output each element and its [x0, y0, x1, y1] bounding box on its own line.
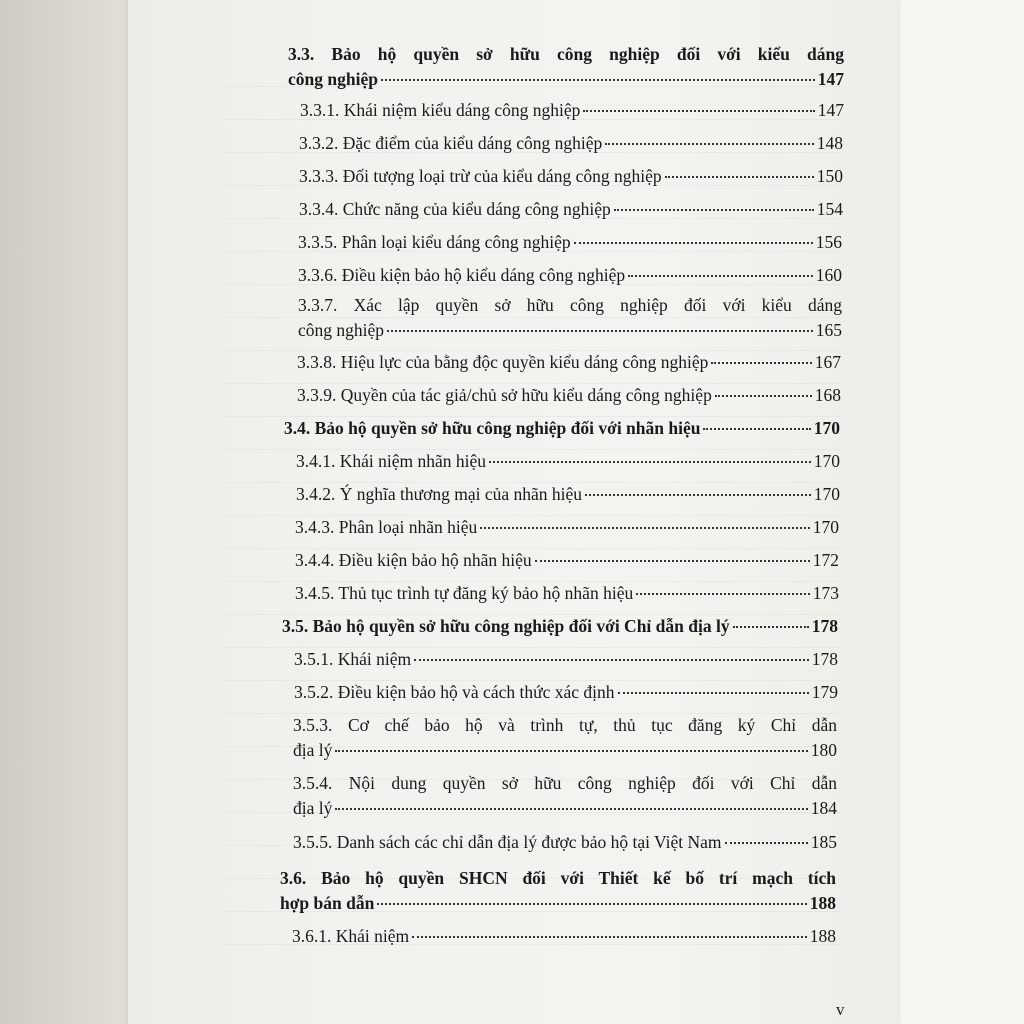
- toc-entry[interactable]: [295, 550, 839, 570]
- toc-entry-title-line: 3.6. Bảo hộ quyền SHCN đối với Thiết kế bố trí mạch tích: [280, 868, 836, 888]
- dot-leader: [725, 842, 808, 844]
- dot-leader: [414, 659, 809, 661]
- dot-leader: [733, 626, 809, 628]
- toc-entry[interactable]: [299, 166, 843, 186]
- toc-entry-title: địa lý: [293, 740, 333, 760]
- toc-page-number: 156: [815, 232, 842, 252]
- dot-leader: [665, 176, 814, 178]
- toc-entry[interactable]: [297, 352, 841, 372]
- dot-leader: [381, 79, 815, 81]
- dot-leader: [605, 143, 814, 145]
- toc-entry-title: 3.5.2. Điều kiện bảo hộ và cách thức xác định: [294, 682, 615, 702]
- toc-entry-title: công nghiệp: [288, 69, 378, 89]
- toc-page-number: 160: [815, 265, 842, 285]
- toc-entry-title: 3.4.5. Thủ tục trình tự đăng ký bảo hộ nhãn hiệu: [295, 583, 634, 603]
- toc-page-number: 179: [811, 682, 838, 702]
- dot-leader: [715, 395, 812, 397]
- toc-page-number: 173: [812, 583, 839, 603]
- toc-entry[interactable]: [298, 232, 842, 252]
- toc-entry[interactable]: [296, 484, 840, 504]
- toc-page-number: 154: [816, 199, 843, 219]
- dot-leader: [618, 692, 809, 694]
- toc-page-number: 188: [809, 893, 836, 913]
- toc-page-number: 170: [813, 451, 840, 471]
- toc-entry-title: công nghiệp: [298, 320, 385, 340]
- toc-entry[interactable]: [284, 418, 840, 438]
- dot-leader: [535, 560, 810, 562]
- toc-page-number: 150: [816, 166, 843, 186]
- toc-page-number: 148: [816, 133, 843, 153]
- dot-leader: [711, 362, 811, 364]
- dot-leader: [628, 275, 813, 277]
- toc-entry-title: địa lý: [293, 798, 333, 818]
- toc-entry-title: 3.5. Bảo hộ quyền sở hữu công nghiệp đối với Chỉ dẫn địa lý: [282, 616, 730, 636]
- toc-entry[interactable]: [292, 926, 836, 946]
- toc-page-number: 185: [810, 832, 837, 852]
- toc-entry[interactable]: [282, 616, 838, 636]
- dot-leader: [703, 428, 810, 430]
- toc-page-number: 167: [814, 352, 841, 372]
- toc-entry[interactable]: [296, 451, 840, 471]
- toc-entry[interactable]: [298, 295, 842, 340]
- toc-entry-title: 3.3.8. Hiệu lực của bằng độc quyền kiểu dáng công nghiệp: [297, 352, 709, 372]
- toc-entry[interactable]: [297, 385, 841, 405]
- toc-page-number: 165: [815, 320, 842, 340]
- toc-entry[interactable]: [280, 868, 836, 913]
- toc-page-number: 178: [811, 649, 838, 669]
- dot-leader: [387, 330, 813, 332]
- dot-leader: [583, 110, 814, 112]
- toc-entry[interactable]: [288, 44, 844, 89]
- toc-entry-title: 3.6.1. Khái niệm: [292, 926, 410, 946]
- toc-page-number: 170: [813, 484, 840, 504]
- toc-page-number: 170: [812, 517, 839, 537]
- toc-page-number: 188: [809, 926, 836, 946]
- toc-entry[interactable]: [295, 517, 839, 537]
- toc-entry[interactable]: [293, 773, 837, 818]
- dot-leader: [335, 750, 807, 752]
- toc-entry-title: 3.3.2. Đặc điểm của kiểu dáng công nghiệp: [299, 133, 603, 153]
- toc-entry-title: 3.5.5. Danh sách các chỉ dẫn địa lý được bảo hộ tại Việt Nam: [293, 832, 722, 852]
- toc-entry-title-line: 3.5.3. Cơ chế bảo hộ và trình tự, thủ tục đăng ký Chỉ dẫn: [293, 715, 837, 735]
- toc-entry-title: 3.3.5. Phân loại kiểu dáng công nghiệp: [298, 232, 571, 252]
- toc-entry[interactable]: [293, 715, 837, 760]
- toc-entry[interactable]: [300, 100, 844, 120]
- toc-entry[interactable]: [299, 133, 843, 153]
- toc-page-number: 170: [813, 418, 840, 438]
- toc-entry[interactable]: [293, 832, 837, 852]
- toc-entry[interactable]: [294, 649, 838, 669]
- dot-leader: [377, 903, 806, 905]
- toc-entry-title: 3.4.4. Điều kiện bảo hộ nhãn hiệu: [295, 550, 532, 570]
- toc-page-number: 147: [817, 100, 844, 120]
- page-number-footer: v: [836, 1000, 845, 1019]
- toc-entry-title: 3.5.1. Khái niệm: [294, 649, 412, 669]
- toc-entry[interactable]: [299, 199, 843, 219]
- toc-entry-title-line: 3.3.7. Xác lập quyền sở hữu công nghiệp đối với kiểu dáng: [298, 295, 842, 315]
- dot-leader: [335, 808, 807, 810]
- dot-leader: [636, 593, 810, 595]
- toc-page-number: 178: [811, 616, 838, 636]
- dot-leader: [480, 527, 809, 529]
- toc-entry-title-line: 3.3. Bảo hộ quyền sở hữu công nghiệp đối với kiểu dáng: [288, 44, 844, 64]
- toc-entry-title: hợp bán dẫn: [280, 893, 375, 913]
- toc-entry[interactable]: [294, 682, 838, 702]
- dot-leader: [574, 242, 813, 244]
- toc-entry[interactable]: [298, 265, 842, 285]
- toc-page-number: 172: [812, 550, 839, 570]
- toc-entry-title: 3.4.1. Khái niệm nhãn hiệu: [296, 451, 487, 471]
- toc-entry-title-line: 3.5.4. Nội dung quyền sở hữu công nghiệp đối với Chỉ dẫn: [293, 773, 837, 793]
- toc-entry-title: 3.3.6. Điều kiện bảo hộ kiểu dáng công nghiệp: [298, 265, 626, 285]
- toc-entry-title: 3.3.9. Quyền của tác giả/chủ sở hữu kiểu dáng công nghiệp: [297, 385, 712, 405]
- dot-leader: [489, 461, 811, 463]
- dot-leader: [585, 494, 811, 496]
- toc-page-number: 180: [810, 740, 837, 760]
- toc-entry[interactable]: [295, 583, 839, 603]
- dot-leader: [412, 936, 807, 938]
- toc-entry-title: 3.4.3. Phân loại nhãn hiệu: [295, 517, 478, 537]
- toc-page-number: 147: [817, 69, 844, 89]
- toc-entry-title: 3.3.1. Khái niệm kiểu dáng công nghiệp: [300, 100, 581, 120]
- toc-entry-title: 3.4. Bảo hộ quyền sở hữu công nghiệp đối với nhãn hiệu: [284, 418, 701, 438]
- toc-entry-title: 3.4.2. Ý nghĩa thương mại của nhãn hiệu: [296, 484, 583, 504]
- toc-entry-title: 3.3.3. Đối tượng loại trừ của kiểu dáng công nghiệp: [299, 166, 662, 186]
- toc-page-number: 168: [814, 385, 841, 405]
- toc-page-number: 184: [810, 798, 837, 818]
- dot-leader: [614, 209, 814, 211]
- toc-entry-title: 3.3.4. Chức năng của kiểu dáng công nghiệp: [299, 199, 611, 219]
